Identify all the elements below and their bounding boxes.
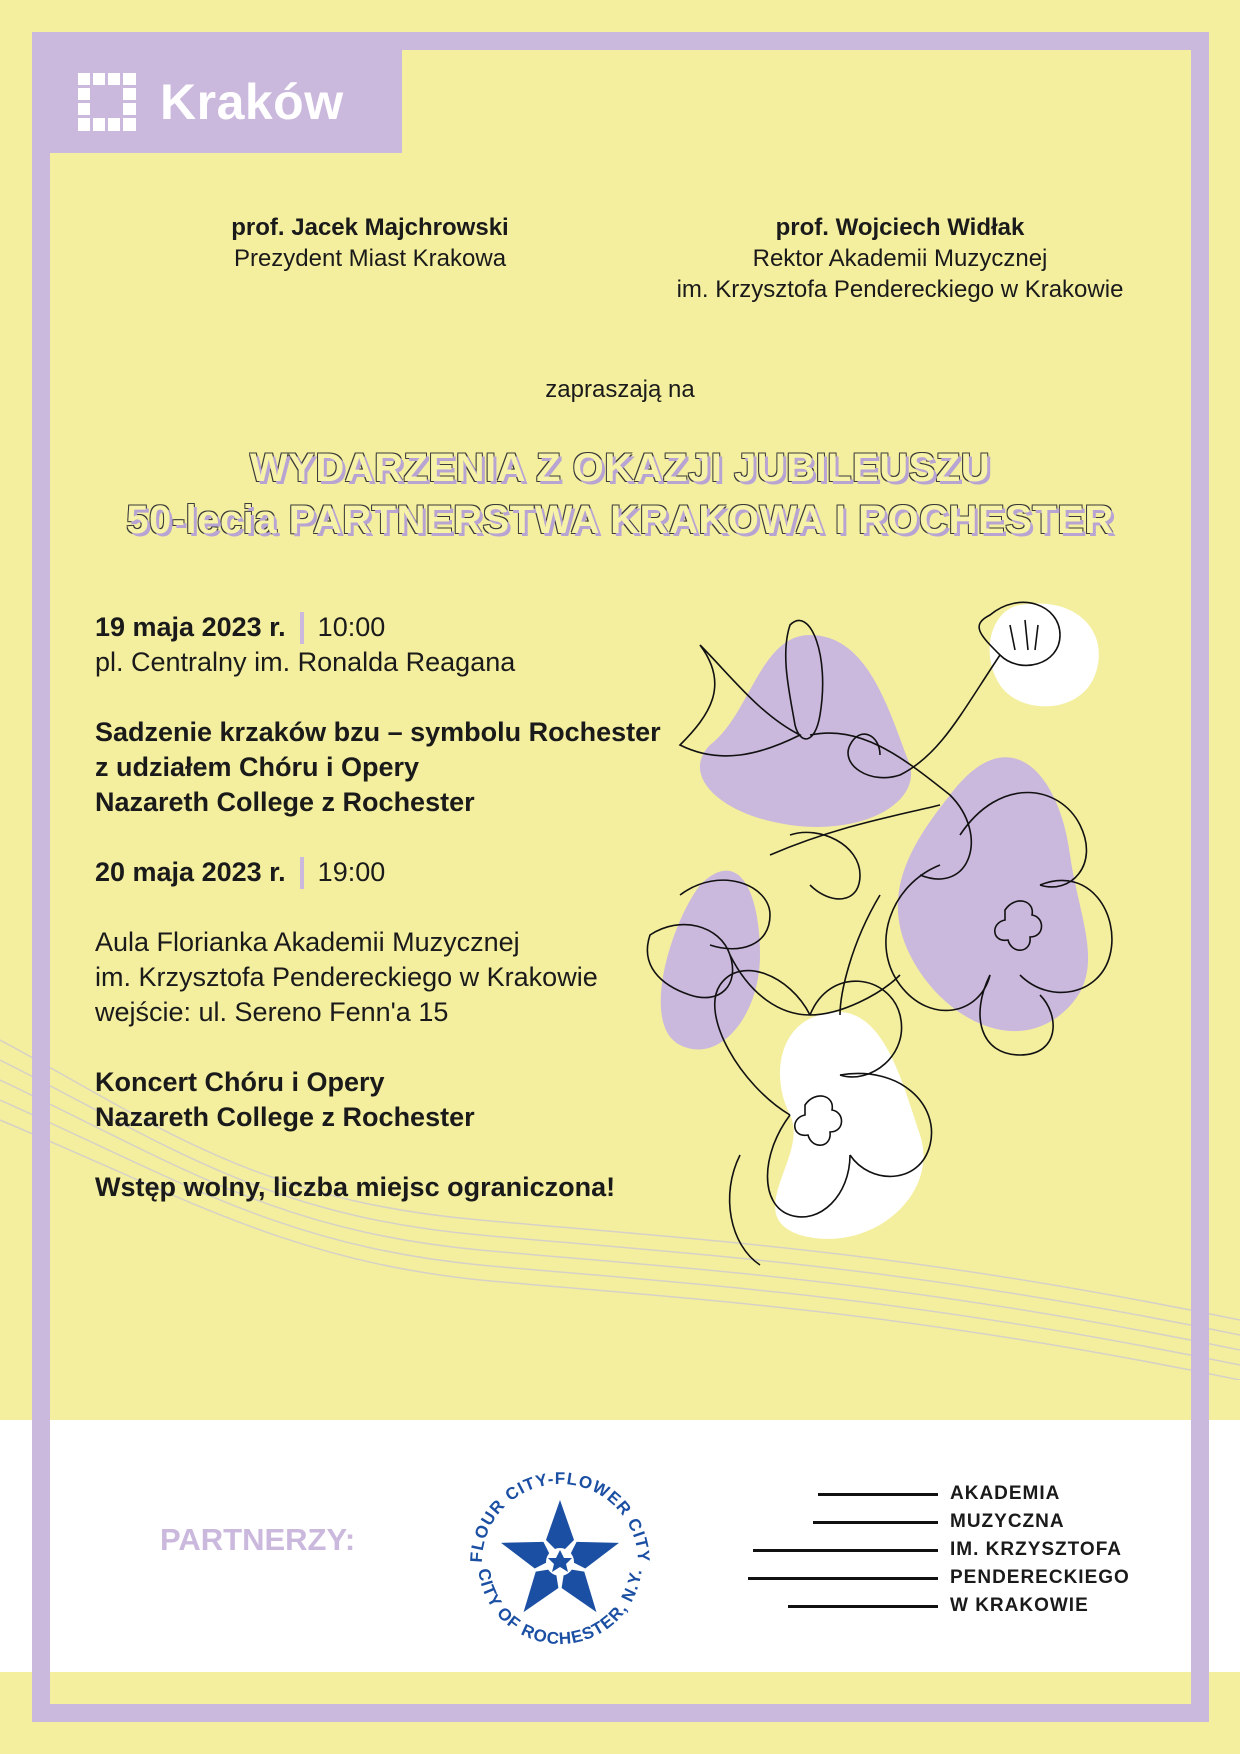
- akademia-row: [740, 1536, 1140, 1564]
- event2-place: wejście: ul. Sereno Fenn'a 15: [95, 997, 449, 1027]
- event2-date: 20 maja 2023 r.: [95, 857, 286, 887]
- event2-place: im. Krzysztofa Pendereckiego w Krakowie: [95, 962, 598, 992]
- krakow-brand-text: Kraków: [160, 73, 344, 130]
- event2-time: 19:00: [317, 857, 386, 887]
- akademia-line: IM. KRZYSZTOFA: [950, 1539, 1122, 1560]
- akademia-line: MUZYCZNA: [950, 1511, 1065, 1532]
- event1-desc: z udziałem Chóru i Opery: [95, 752, 420, 782]
- invite-text: zapraszają na: [545, 376, 695, 403]
- akademia-line: AKADEMIA: [950, 1483, 1061, 1504]
- akademia-row: [740, 1592, 1140, 1620]
- rochester-seal-logo: [460, 1462, 660, 1662]
- host-name: prof. Wojciech Widłak: [775, 214, 1025, 241]
- event1-date: 19 maja 2023 r.: [95, 612, 286, 642]
- akademia-row: [740, 1564, 1140, 1592]
- admission-note: Wstęp wolny, liczba miejsc ograniczona!: [95, 1172, 616, 1202]
- krakow-logo-icon: [78, 73, 136, 131]
- partners-label: PARTNERZY:: [160, 1522, 356, 1557]
- event2-desc: Koncert Chóru i Opery: [95, 1067, 385, 1097]
- svg-text:CITY OF ROCHESTER, N.Y.: [474, 1567, 646, 1648]
- host-role: im. Krzysztofa Pendereckiego w Krakowie: [676, 276, 1124, 303]
- krakow-logo: [50, 50, 402, 153]
- host-widlak: [650, 212, 1150, 305]
- akademia-row: [740, 1508, 1140, 1536]
- event1-desc: Nazareth College z Rochester: [95, 787, 475, 817]
- event2-desc: Nazareth College z Rochester: [95, 1102, 475, 1132]
- akademia-line: W KRAKOWIE: [950, 1595, 1089, 1616]
- host-role: Prezydent Miast Krakowa: [233, 245, 507, 272]
- event1-datetime: [95, 610, 695, 645]
- event2-place: Aula Florianka Akademii Muzycznej: [95, 927, 520, 957]
- title-line: WYDARZENIA Z OKAZJI JUBILEUSZU: [249, 446, 991, 490]
- event2-datetime: [95, 855, 695, 890]
- separator: [300, 612, 304, 644]
- event1-time: 10:00: [317, 612, 386, 642]
- akademia-muzyczna-logo: [740, 1480, 1140, 1620]
- akademia-row: [740, 1480, 1140, 1508]
- akademia-line: PENDERECKIEGO: [950, 1567, 1130, 1588]
- seal-bottom-text: CITY OF ROCHESTER, N.Y.: [474, 1567, 646, 1649]
- host-majchrowski: [180, 212, 560, 274]
- event1-desc: Sadzenie krzaków bzu – symbolu Rochester: [95, 717, 661, 747]
- seal-top-text: FLOUR CITY-FLOWER CITY: [466, 1468, 654, 1564]
- host-role: Rektor Akademii Muzycznej: [752, 245, 1048, 272]
- separator: [300, 857, 304, 889]
- event1-place: pl. Centralny im. Ronalda Reagana: [95, 647, 516, 677]
- title-line: 50-lecia PARTNERSTWA KRAKOWA I ROCHESTER: [126, 498, 1114, 542]
- events-list: [95, 610, 695, 1205]
- host-name: prof. Jacek Majchrowski: [231, 214, 509, 241]
- seal-flower-icon: [497, 1500, 624, 1620]
- event-title: [0, 442, 1240, 546]
